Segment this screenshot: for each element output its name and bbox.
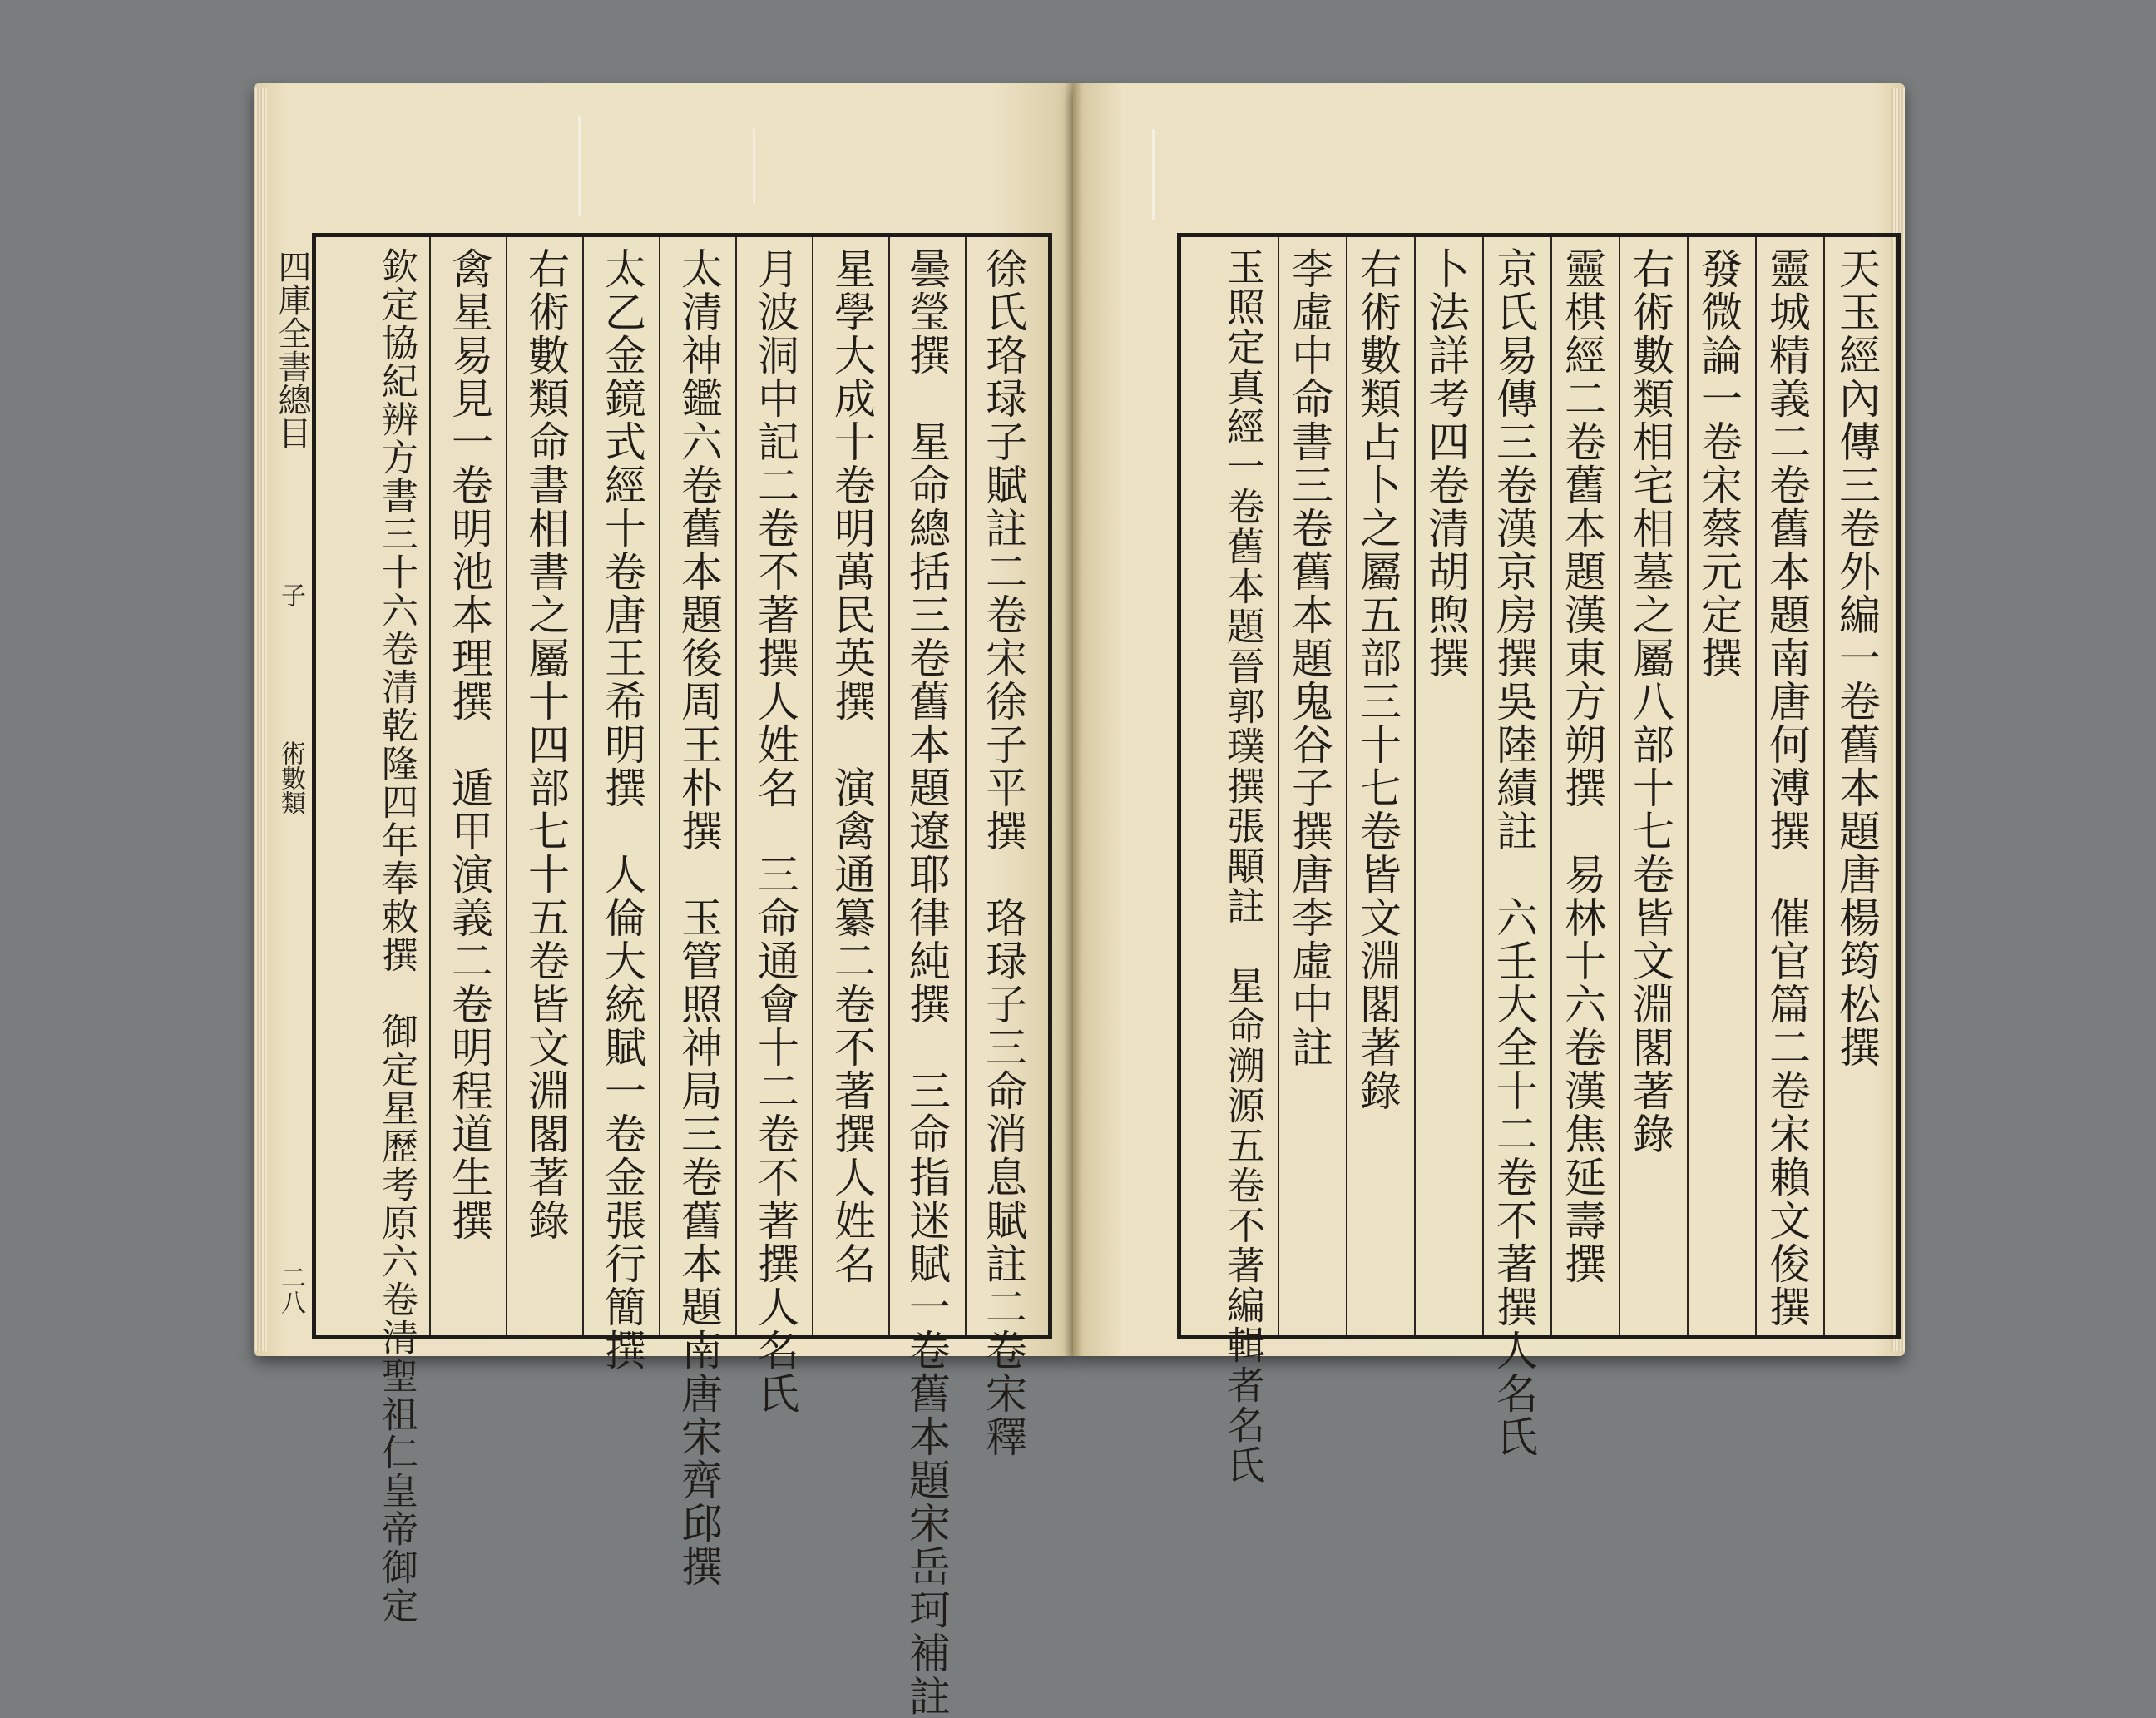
column-rule: [1278, 237, 1279, 1335]
text-column: 欽定協紀辨方書三十六卷清乾隆四年奉敕撰 御定星歷考原六卷清聖祖仁皇帝御定: [375, 247, 418, 1625]
text-column: 天玉經內傳三卷外編一卷舊本題唐楊筠松撰: [1832, 247, 1881, 1069]
text-column: 玉照定真經一卷舊本題晉郭璞撰張顒註 星命溯源五卷不著編輯者名氏: [1221, 247, 1266, 1485]
text-column: 右術數類相宅相墓之屬八部十七卷皆文淵閣著錄: [1626, 247, 1674, 1156]
text-column: 右術數類命書相書之屬十四部七十五卷皆文淵閣著錄: [522, 247, 570, 1242]
right-text-frame: [1177, 233, 1901, 1485]
binding-thread: [753, 129, 755, 204]
right-page: [1073, 83, 1905, 1485]
open-book: [254, 83, 1905, 1718]
column-rule: [965, 237, 967, 1335]
column-rule: [1619, 237, 1620, 1335]
column-rule: [1346, 237, 1348, 1335]
text-column: 星學大成十卷明萬民英撰 演禽通纂二卷不著撰人姓名: [828, 247, 876, 1285]
column-rule: [1687, 237, 1689, 1335]
column-rule: [506, 237, 507, 1335]
book-gutter: [1065, 83, 1083, 1356]
text-column: 右術數類占卜之屬五部三十七卷皆文淵閣著錄: [1353, 247, 1402, 1112]
left-text-frame: [312, 233, 1052, 1718]
text-column: 靈城精義二卷舊本題南唐何溥撰 催官篇二卷宋賴文俊撰: [1763, 247, 1811, 1329]
text-column: 靈棋經二卷舊本題漢東方朔撰 易林十六卷漢焦延壽撰: [1558, 247, 1606, 1285]
text-column: 卜法詳考四卷清胡煦撰: [1422, 247, 1470, 680]
column-rule: [1414, 237, 1416, 1335]
column-rule: [582, 237, 584, 1335]
section-label: 子: [276, 582, 305, 607]
left-page: [254, 83, 1073, 1718]
text-column: 曇瑩撰 星命總括三卷舊本題遼耶律純撰 三命指迷賦一卷舊本題宋岳珂補註: [902, 247, 951, 1718]
column-rule: [1755, 237, 1757, 1335]
column-rule: [659, 237, 660, 1335]
column-rule: [888, 237, 890, 1335]
text-column: 徐氏珞琭子賦註二卷宋徐子平撰 珞琭子三命消息賦註二卷宋釋: [979, 247, 1027, 1458]
text-column: 太乙金鏡式經十卷唐王希明撰 人倫大統賦一卷金張行簡撰: [598, 247, 646, 1372]
text-column: 月波洞中記二卷不著撰人姓名 三命通會十二卷不著撰人名氏: [751, 247, 799, 1415]
column-rule: [812, 237, 813, 1335]
column-rule: [1550, 237, 1552, 1335]
text-column: 發微論一卷宋蔡元定撰: [1694, 247, 1743, 680]
column-rule: [1482, 237, 1484, 1335]
binding-thread: [578, 116, 581, 216]
folio-number: 二八: [276, 1265, 305, 1314]
left-page-edge: [254, 88, 267, 1351]
binding-thread: [1152, 129, 1155, 220]
text-column: 李虛中命書三卷舊本題鬼谷子撰唐李虛中註: [1285, 247, 1333, 1069]
book-title: 四庫全書總目: [273, 250, 311, 449]
category-label: 術數類: [276, 740, 305, 815]
column-rule: [429, 237, 431, 1335]
text-column: 京氏易傳三卷漢京房撰吳陸績註 六壬大全十二卷不著撰人名氏: [1490, 247, 1538, 1458]
text-column: 禽星易見一卷明池本理撰 遁甲演義二卷明程道生撰: [445, 247, 493, 1242]
text-column: 太清神鑑六卷舊本題後周王朴撰 玉管照神局三卷舊本題南唐宋齊邱撰: [675, 247, 723, 1588]
column-rule: [1823, 237, 1825, 1335]
column-rule: [735, 237, 737, 1335]
